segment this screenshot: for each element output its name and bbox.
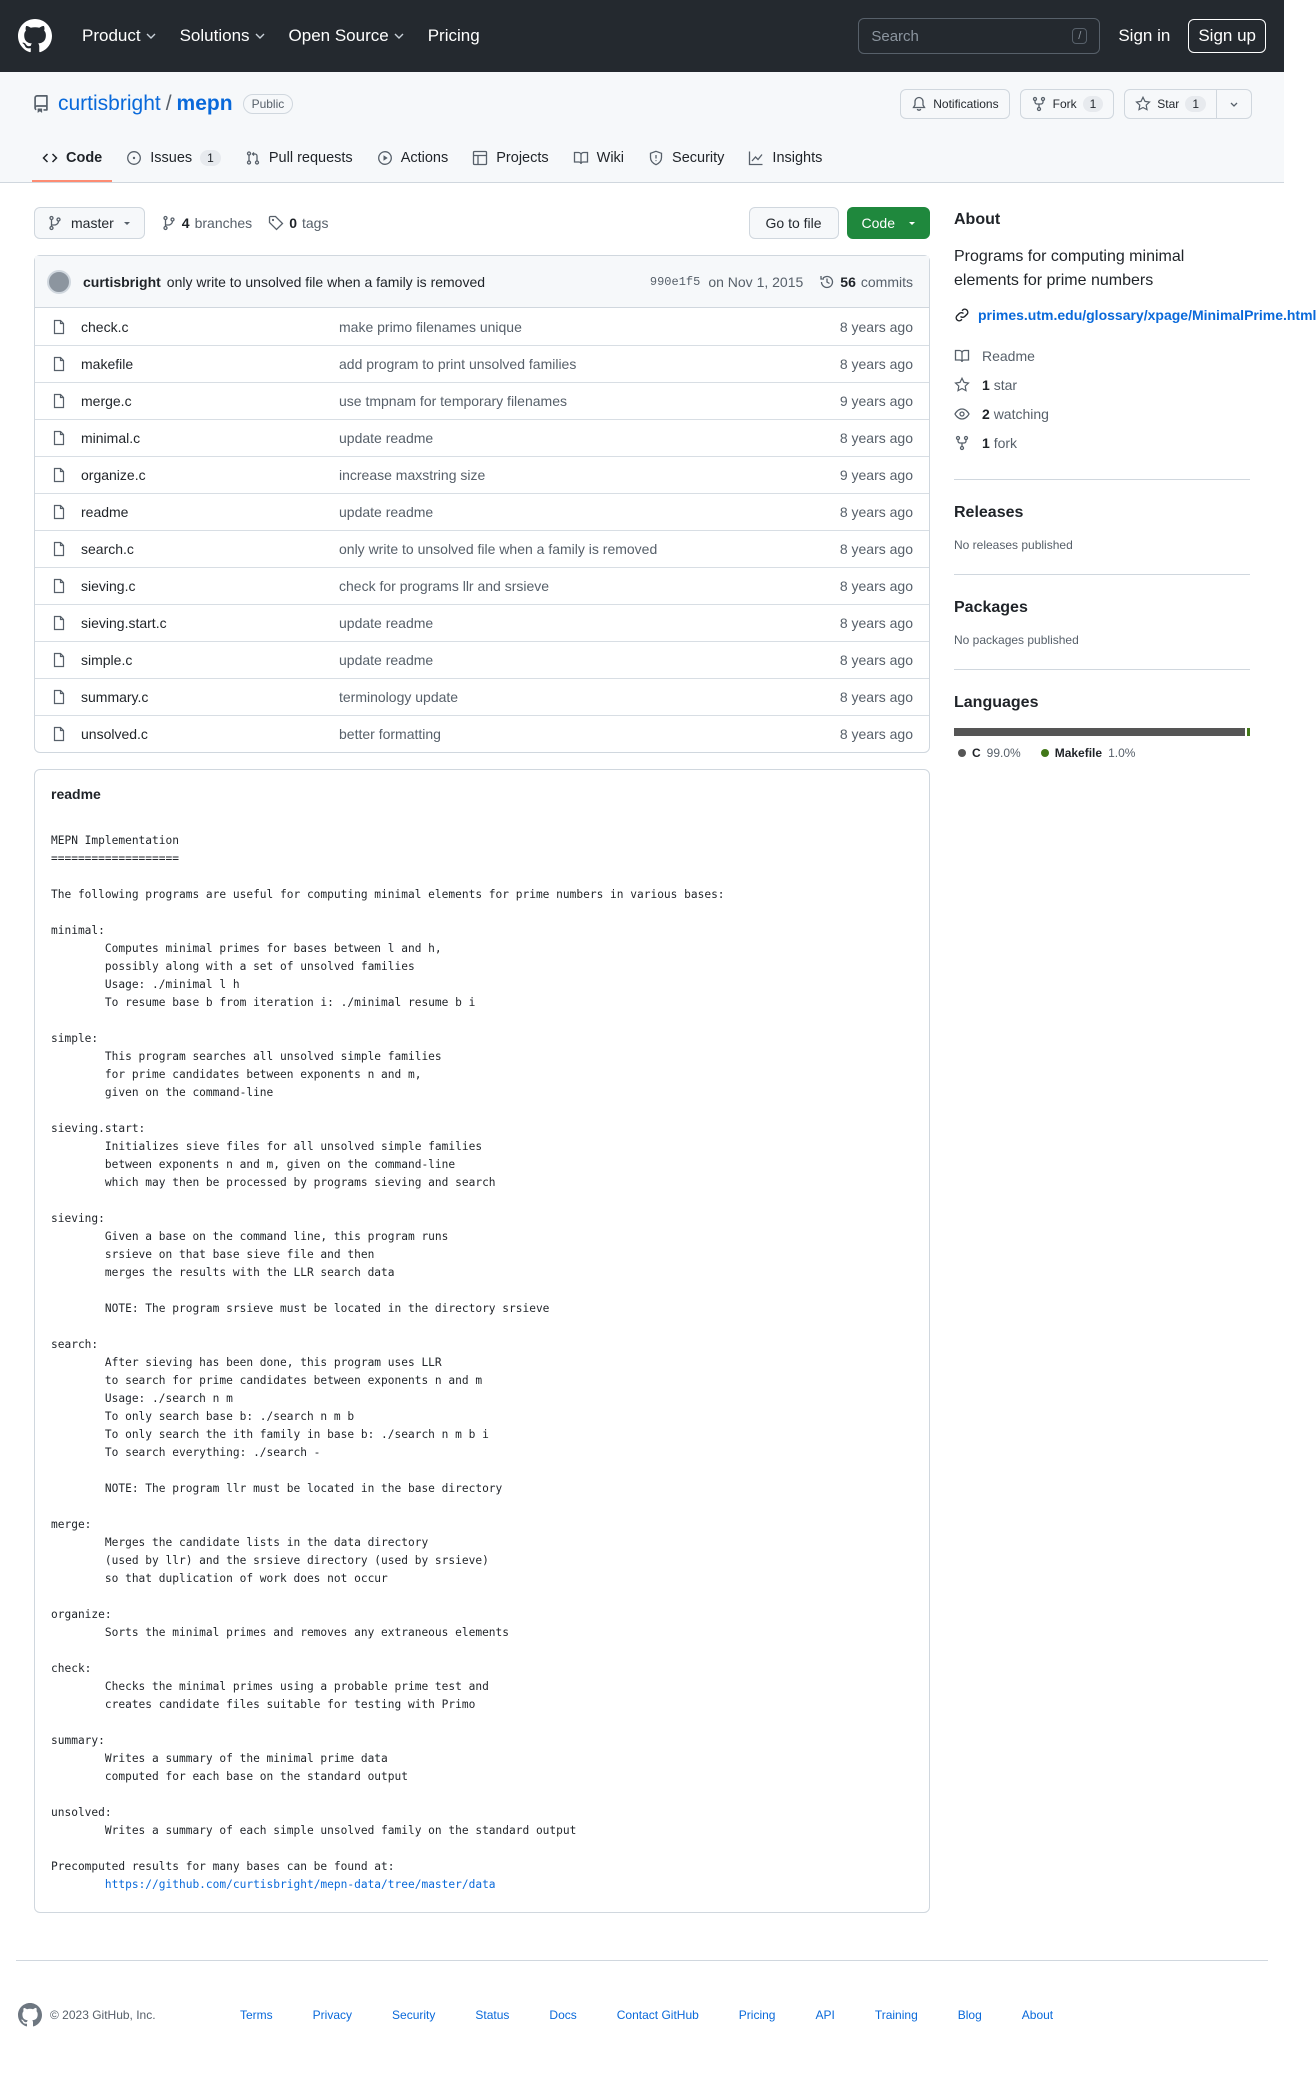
branches-label: branches — [194, 215, 253, 231]
file-commit-age: 8 years ago — [839, 318, 913, 335]
file-icon — [51, 393, 67, 409]
file-name-link[interactable]: simple.c — [81, 652, 133, 668]
file-commit-age: 8 years ago — [839, 541, 913, 557]
file-name-link[interactable]: makefile — [81, 356, 134, 372]
commit-sha-link[interactable]: 990e1f5 — [649, 274, 701, 289]
repo-description: Programs for computing minimal elements for prime numbers — [954, 248, 1185, 289]
tab-pull-requests[interactable] — [235, 136, 363, 182]
tab-code[interactable] — [32, 136, 112, 182]
file-name-link[interactable]: unsolved.c — [81, 726, 148, 742]
file-commit-message-link[interactable]: update readme — [339, 615, 434, 631]
file-commit-message-link[interactable]: check for programs llr and srsieve — [339, 578, 550, 594]
file-commit-message-link[interactable]: update readme — [339, 504, 434, 520]
footer-link[interactable]: Docs — [549, 2008, 577, 2022]
star-label: Star — [1157, 97, 1180, 111]
file-browser — [34, 255, 930, 753]
table-row[interactable] — [35, 678, 929, 715]
sign-in-link[interactable]: Sign in — [1118, 26, 1171, 45]
repo-tabs — [32, 136, 1252, 182]
language-entry[interactable] — [1037, 746, 1136, 760]
nav-pricing[interactable] — [418, 20, 490, 52]
book-icon — [954, 348, 970, 364]
table-row[interactable] — [35, 493, 929, 530]
file-commit-message-link[interactable]: only write to unsolved file when a family is removed — [339, 541, 658, 557]
readme-box — [34, 769, 930, 1913]
footer-link[interactable]: Training — [874, 2008, 918, 2022]
history-icon — [819, 274, 835, 290]
pull-request-icon — [245, 150, 261, 166]
star-count: 1 — [1185, 96, 1206, 112]
commit-date: on Nov 1, 2015 — [708, 273, 804, 290]
footer-link[interactable]: Security — [392, 2008, 436, 2022]
site-footer — [16, 1960, 1268, 2027]
file-name-link[interactable]: merge.c — [81, 393, 132, 409]
table-row[interactable] — [35, 308, 929, 345]
commits-label: commits — [860, 273, 913, 290]
file-name-link[interactable]: readme — [81, 504, 129, 520]
github-logo-icon[interactable] — [18, 2003, 42, 2027]
search-shortcut-key: / — [1072, 28, 1087, 44]
footer-link[interactable]: Pricing — [738, 2008, 776, 2022]
file-commit-age: 9 years ago — [839, 467, 913, 483]
website-url: primes.utm.edu/glossary/xpage/MinimalPrime.html — [978, 307, 1316, 323]
star-button-group — [1124, 89, 1252, 119]
fork-label: Fork — [1052, 97, 1077, 111]
file-commit-age: 8 years ago — [839, 504, 913, 520]
branch-icon — [161, 215, 177, 231]
table-row[interactable] — [35, 345, 929, 382]
repo-name-link[interactable]: mepn — [176, 92, 233, 115]
stars-label: star — [993, 376, 1018, 393]
readme-body: MEPN Implementation =================== The following programs are useful for computing minimal elements for prime numbers in various bases: minimal: Computes minimal primes for bases between l and h, possibly along with a set of unsolved families Usage: ./minimal l h To resume base b from iteration i: ./minimal resume b i simple: This program searches all unsolved simple families for prime candidates between exponents n and m, given on the command-line sieving.start: Initializes sieve files for all unsolved simple families between exponents n and m, given on the command-line which may then be processed by programs sieving and search sieving: Given a base on the command line, this program runs srsieve on that base sieve file and then merges the results with the LLR search data NOTE: The program srsieve must be located in the directory srsieve search: After sieving has been done, this program uses LLR to search for prime candidates between exponents n and m Usage: ./search n m To only search base b: ./search n m b To only search the ith family in base b: ./search n m b i To search everything: ./search - NOTE: The program llr must be located in the base directory merge: Merges the candidate lists in the data directory (used by llr) and the srsieve directory (used by srsieve) so that duplication of work does not occur organize: Sorts the minimal primes and removes any extraneous elements check: Checks the minimal primes using a probable prime test and creates candidate files suitable for testing with Primo summary: Writes a summary of the minimal prime data computed for each base on the standard output unsolved: Writes a summary of each simple unsolved family on the standard output Precomputed results for many bases can be found at: — [51, 834, 725, 1873]
tab-security-label: Security — [672, 150, 725, 166]
forks-count: 1 — [982, 434, 990, 451]
footer-links — [240, 2008, 1053, 2022]
repo-owner-link[interactable]: curtisbright — [58, 92, 161, 115]
packages-empty-text: No packages published — [954, 633, 1079, 647]
commit-meta — [650, 274, 913, 290]
file-name-link[interactable]: check.c — [81, 318, 129, 335]
file-icon — [51, 467, 67, 483]
forks-label: fork — [993, 434, 1018, 451]
readme-link[interactable] — [954, 341, 1250, 370]
file-commit-message-link[interactable]: terminology update — [339, 689, 459, 705]
chevron-down-icon — [146, 31, 156, 41]
commit-message-link[interactable]: only write to unsolved file when a family is removed — [166, 273, 486, 290]
file-name-link[interactable]: sieving.start.c — [81, 615, 167, 631]
notifications-label: Notifications — [933, 97, 999, 111]
file-commit-message-link[interactable]: better formatting — [339, 726, 441, 742]
file-icon — [51, 689, 67, 705]
visibility-badge: Public — [243, 94, 294, 114]
divider — [954, 574, 1250, 575]
file-name-link[interactable]: search.c — [81, 541, 134, 557]
language-entry[interactable] — [954, 746, 1021, 760]
tab-projects-label: Projects — [496, 150, 549, 166]
file-icon — [51, 578, 67, 594]
search-placeholder: Search — [871, 27, 919, 45]
file-commit-age: 8 years ago — [839, 726, 913, 742]
stars-link[interactable] — [954, 370, 1250, 399]
chevron-down-icon — [122, 218, 132, 228]
shield-icon — [648, 150, 664, 166]
star-list-dropdown[interactable] — [1217, 89, 1252, 119]
global-header — [0, 0, 1284, 72]
sidebar — [954, 207, 1316, 1913]
language-percent: 1.0% — [1108, 746, 1136, 760]
tab-issues-count: 1 — [200, 150, 221, 166]
file-navigation — [34, 207, 930, 239]
fork-icon — [1031, 96, 1047, 112]
issue-icon — [126, 150, 142, 166]
nav-pricing-label: Pricing — [427, 26, 480, 45]
language-color-dot — [958, 749, 966, 757]
tab-issues[interactable] — [116, 136, 231, 182]
tags-count: 0 — [289, 215, 297, 231]
file-icon — [51, 652, 67, 668]
nav-product-label: Product — [82, 26, 141, 45]
about-heading: About — [954, 211, 1001, 228]
chevron-down-icon — [907, 218, 917, 228]
nav-open-source-label: Open Source — [288, 26, 389, 45]
releases-empty-text: No releases published — [954, 538, 1073, 552]
footer-link[interactable]: Blog — [957, 2008, 982, 2022]
watching-label: watching — [993, 405, 1049, 422]
file-name-link[interactable]: organize.c — [81, 467, 146, 483]
sign-up-button[interactable]: Sign up — [1188, 19, 1266, 53]
star-icon — [954, 377, 970, 393]
readme-content — [51, 832, 913, 1894]
github-logo-icon[interactable] — [18, 19, 52, 53]
file-commit-message-link[interactable]: add program to print unsolved families — [339, 356, 577, 372]
link-icon — [954, 307, 970, 323]
tab-pull-requests-label: Pull requests — [268, 150, 353, 166]
chevron-down-icon — [394, 31, 404, 41]
footer-link[interactable]: API — [815, 2008, 835, 2022]
tab-actions-label: Actions — [400, 150, 449, 166]
repo-path-separator: / — [165, 92, 172, 115]
table-row[interactable] — [35, 604, 929, 641]
tab-projects[interactable] — [462, 136, 558, 182]
footer-link[interactable]: Status — [475, 2008, 510, 2022]
notifications-button[interactable] — [900, 89, 1009, 119]
search-input[interactable] — [858, 18, 1100, 54]
table-row[interactable] — [35, 382, 929, 419]
nav-solutions-label: Solutions — [179, 26, 250, 45]
tab-actions[interactable] — [367, 136, 459, 182]
file-icon — [51, 541, 67, 557]
forks-link[interactable] — [954, 428, 1250, 457]
repo-header — [0, 72, 1284, 183]
latest-commit-bar — [35, 256, 929, 308]
code-button-label: Code — [861, 215, 895, 231]
graph-icon — [748, 150, 764, 166]
commits-count: 56 — [840, 273, 856, 290]
branch-icon — [47, 215, 63, 231]
file-commit-age: 9 years ago — [839, 393, 913, 409]
tab-insights[interactable] — [738, 136, 832, 182]
fork-icon — [954, 435, 970, 451]
file-commit-age: 8 years ago — [839, 578, 913, 594]
language-name: Makefile — [1054, 746, 1103, 760]
language-color-dot — [1041, 749, 1049, 757]
file-name-link[interactable]: minimal.c — [81, 430, 141, 446]
file-commit-age: 8 years ago — [839, 356, 913, 372]
tab-insights-label: Insights — [772, 150, 823, 166]
file-commit-message-link[interactable]: use tmpnam for temporary filenames — [339, 393, 567, 409]
repo-title-row — [32, 72, 1252, 136]
avatar[interactable] — [47, 270, 71, 294]
chevron-down-icon — [255, 31, 265, 41]
branch-selector[interactable] — [34, 207, 145, 239]
file-commit-age: 8 years ago — [839, 615, 913, 631]
file-commit-message-link[interactable]: increase maxstring size — [339, 467, 486, 483]
file-commit-age: 8 years ago — [839, 430, 913, 446]
file-name-link[interactable]: summary.c — [81, 689, 149, 705]
file-commit-age: 8 years ago — [839, 652, 913, 668]
file-commit-message-link[interactable]: update readme — [339, 652, 434, 668]
file-icon — [51, 430, 67, 446]
language-percent: 99.0% — [986, 746, 1021, 760]
tag-icon — [268, 215, 284, 231]
chevron-down-icon — [1229, 99, 1239, 109]
bell-icon — [911, 96, 927, 112]
tab-wiki[interactable] — [563, 136, 634, 182]
table-row[interactable] — [35, 567, 929, 604]
file-icon — [51, 319, 67, 335]
language-bar-segment — [1247, 728, 1250, 736]
watching-count: 2 — [982, 405, 990, 422]
code-dropdown-button[interactable] — [847, 207, 930, 239]
repo-content — [0, 183, 1316, 1913]
table-row[interactable] — [35, 715, 929, 752]
repo-icon — [32, 95, 50, 113]
main-column — [34, 207, 930, 1913]
file-commit-message-link[interactable]: update readme — [339, 430, 434, 446]
go-to-file-button[interactable]: Go to file — [749, 207, 839, 239]
tab-code-label: Code — [66, 150, 103, 166]
commit-author-link[interactable]: curtisbright — [83, 273, 161, 290]
file-name-link[interactable]: sieving.c — [81, 578, 136, 594]
nav-open-source[interactable] — [279, 20, 414, 52]
fork-button[interactable] — [1020, 89, 1115, 119]
star-button[interactable] — [1124, 89, 1217, 119]
releases-heading[interactable]: Releases — [954, 504, 1024, 521]
file-commit-message-link[interactable]: make primo filenames unique — [339, 318, 522, 335]
readme-data-link[interactable]: https://github.com/curtisbright/mepn-data/tree/master/data — [104, 1878, 496, 1891]
branches-link[interactable] — [161, 215, 252, 231]
nav-product[interactable] — [72, 20, 166, 52]
file-commit-age: 8 years ago — [839, 689, 913, 705]
file-list — [35, 308, 929, 752]
language-name: C — [972, 746, 981, 760]
play-icon — [377, 150, 393, 166]
copyright-text: © 2023 GitHub, Inc. — [50, 2008, 156, 2022]
language-bar — [954, 728, 1250, 736]
packages-heading[interactable]: Packages — [954, 599, 1028, 616]
fork-count: 1 — [1083, 96, 1104, 112]
watchers-link[interactable] — [954, 399, 1250, 428]
file-icon — [51, 726, 67, 742]
code-icon — [42, 150, 58, 166]
branches-count: 4 — [181, 215, 190, 231]
tags-label: tags — [301, 215, 329, 231]
website-link[interactable] — [954, 307, 1316, 323]
footer-link[interactable]: Privacy — [312, 2008, 353, 2022]
tab-security[interactable] — [638, 136, 734, 182]
divider — [954, 479, 1250, 480]
table-icon — [472, 150, 488, 166]
readme-title: readme — [51, 786, 101, 802]
footer-link[interactable]: Contact GitHub — [616, 2008, 699, 2022]
footer-link[interactable]: About — [1021, 2008, 1054, 2022]
eye-icon — [954, 406, 970, 422]
table-row[interactable] — [35, 641, 929, 678]
file-icon — [51, 356, 67, 372]
file-icon — [51, 615, 67, 631]
file-icon — [51, 504, 67, 520]
language-legend — [954, 746, 1250, 760]
language-bar-segment — [954, 728, 1245, 736]
stars-count: 1 — [982, 376, 990, 393]
languages-heading: Languages — [954, 694, 1039, 711]
nav-solutions[interactable] — [170, 20, 275, 52]
table-row[interactable] — [35, 530, 929, 567]
divider — [954, 669, 1250, 670]
commits-history-link[interactable] — [819, 274, 913, 290]
readme-link-label: Readme — [982, 347, 1035, 364]
book-icon — [573, 150, 589, 166]
footer-copyright — [18, 2003, 228, 2027]
tab-wiki-label: Wiki — [596, 150, 625, 166]
global-nav — [72, 20, 490, 52]
tab-issues-label: Issues — [150, 150, 193, 166]
table-row[interactable] — [35, 419, 929, 456]
tags-link[interactable] — [268, 215, 328, 231]
repo-actions — [900, 89, 1252, 119]
footer-link[interactable]: Terms — [240, 2008, 273, 2022]
star-icon — [1135, 96, 1151, 112]
table-row[interactable] — [35, 456, 929, 493]
branch-name: master — [71, 215, 114, 231]
